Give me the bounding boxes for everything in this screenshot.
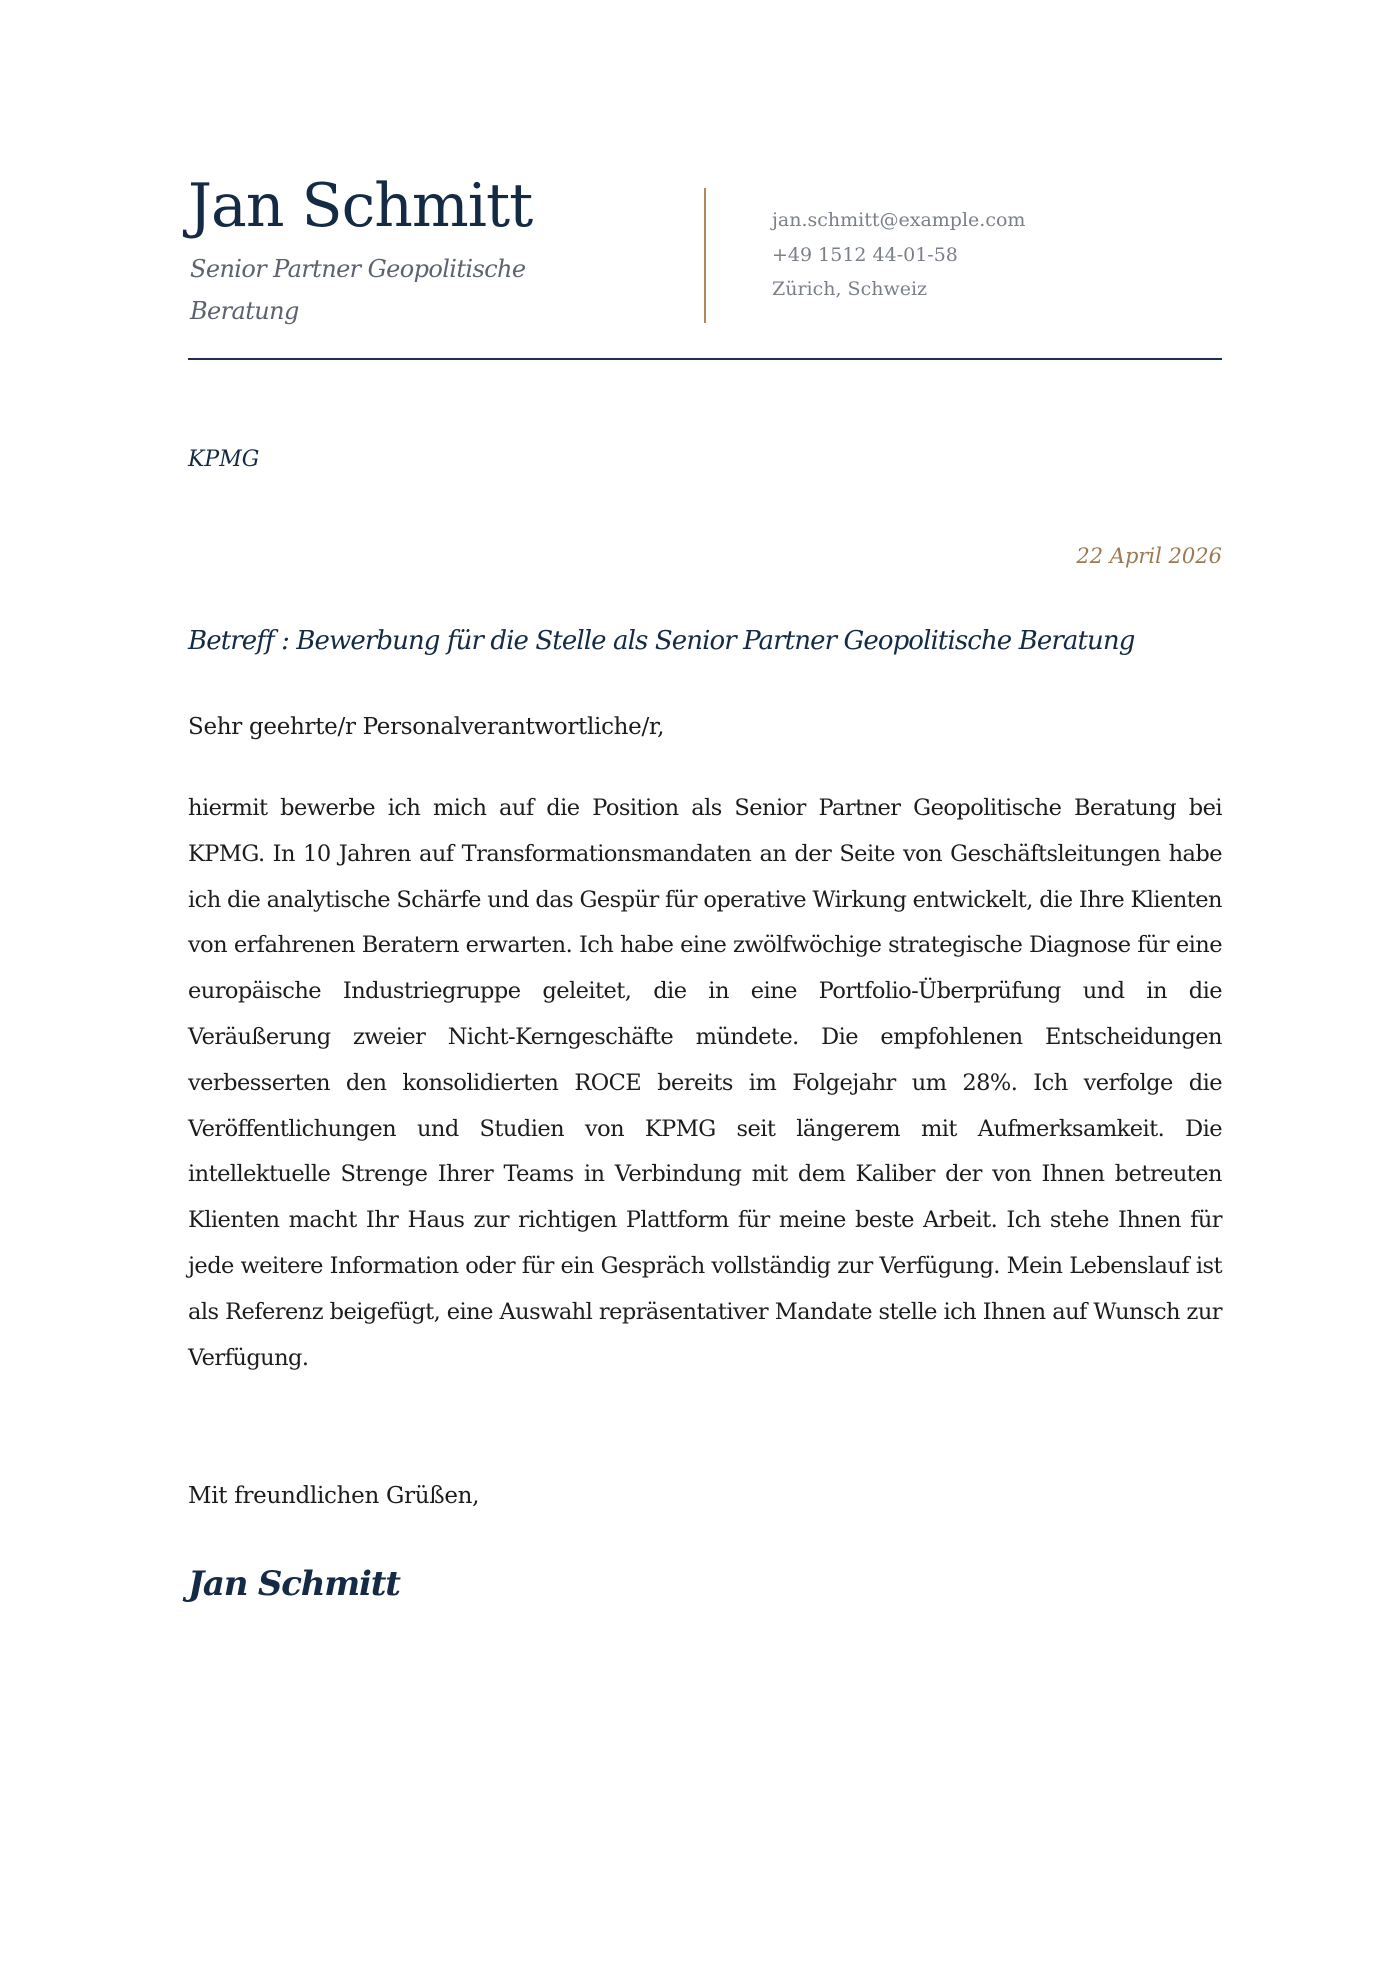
contact-email: jan.schmitt@example.com (772, 209, 1026, 231)
letter-date: 22 April 2026 (1076, 544, 1222, 568)
letter-subject: Betreff : Bewerbung für die Stelle als Senior Partner Geopolitische Beratung (188, 626, 1135, 656)
letter-body: hiermit bewerbe ich mich auf die Position als Senior Partner Geopolitische Beratung bei KPMG. In 10 Jahren auf Transformationsmandaten an der Seite von Geschäftsleitungen habe ich die analytische Schärfe und das Gespür für operative Wirkung entwickelt, die Ihre Klienten von erfahrenen Beratern erwarten. Ich habe eine zwölfwöchige strategische Diagnose für eine europäische Industriegruppe geleitet, die in eine Portfolio-Überprüfung und in die Veräußerung zweier Nicht-Kerngeschäfte mündete. Die empfohlenen Entscheidungen verbesserten den konsolidierten ROCE bereits im Folgejahr um 28%. Ich verfolge die Veröffentlichungen und Studien von KPMG seit längerem mit Aufmerksamkeit. Die intellektuelle Strenge Ihrer Teams in Verbindung mit dem Kaliber der von Ihnen betreuten Klienten macht Ihr Haus zur richtigen Plattform für meine beste Arbeit. Ich stehe Ihnen für jede weitere Information oder für ein Gespräch vollständig zur Verfügung. Mein Lebenslauf ist als Referenz beigefügt, eine Auswahl repräsentativer Mandate stelle ich Ihnen auf Wunsch zur Verfügung. (188, 795, 1222, 1371)
letter-salutation: Sehr geehrte/r Personalverantwortliche/r, (188, 714, 665, 740)
letter-signature: Jan Schmitt (188, 1564, 400, 1604)
sender-role: Senior Partner Geopolitische Beratung (190, 255, 526, 325)
sender-name: Jan Schmitt (188, 171, 533, 241)
contact-block (772, 203, 1025, 307)
cover-letter-page (188, 0, 1222, 1980)
letter-closing: Mit freundlichen Grüßen, (188, 1483, 480, 1509)
contact-phone: +49 1512 44-01-58 (772, 243, 958, 266)
letter-header (188, 168, 1222, 360)
contact-location: Zürich, Schweiz (772, 278, 928, 300)
recipient-company: KPMG (188, 447, 260, 472)
header-divider (704, 188, 706, 323)
